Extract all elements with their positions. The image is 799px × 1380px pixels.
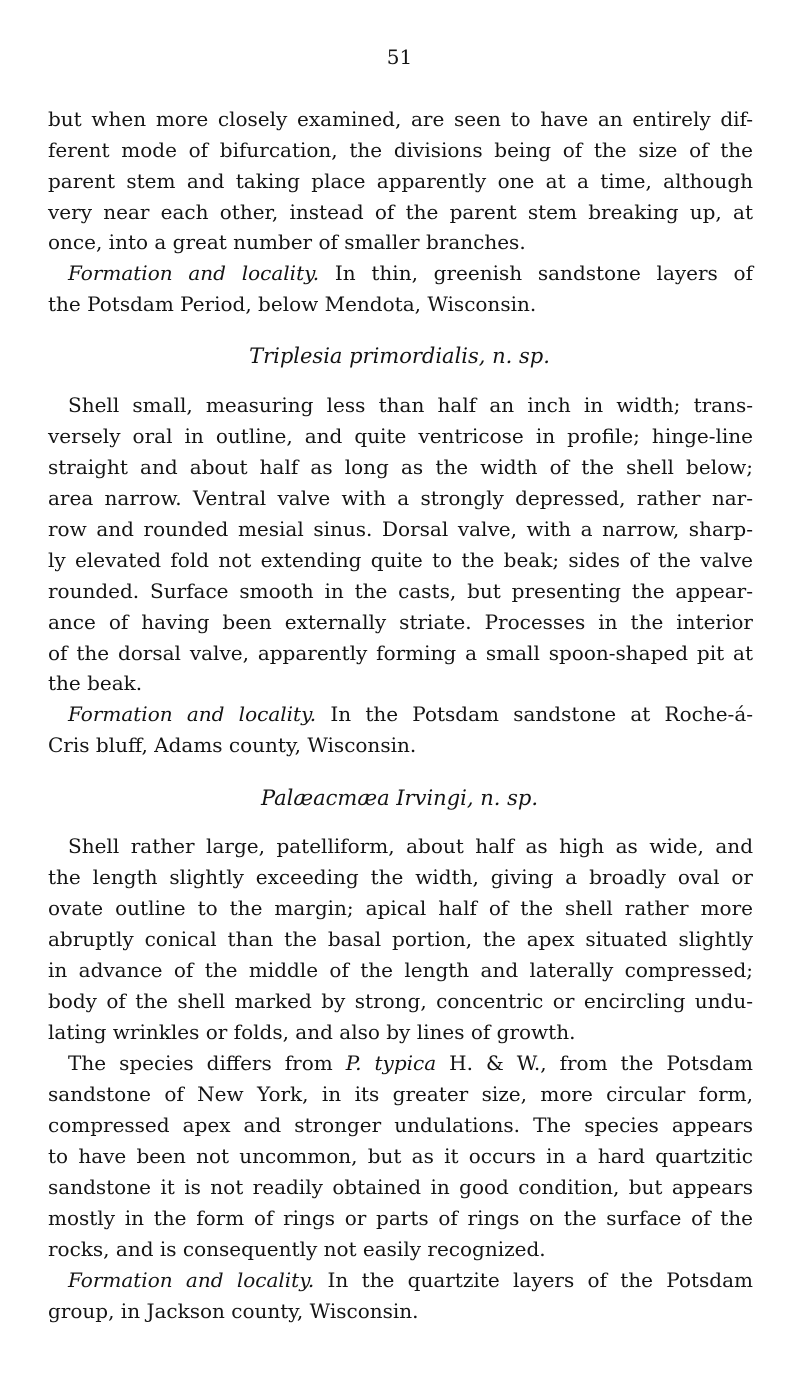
text-line: but when more closely examined, are seen to have an entirely dif- [48,107,753,131]
text-line: the Potsdam Period, below Mendota, Wisconsin. [48,292,537,316]
text-line: Cris bluff, Adams county, Wisconsin. [48,733,417,757]
text-fragment: The species differs from [68,1051,346,1075]
text-line: straight and about half as long as the width of the shell below; [48,455,753,479]
text-line: compressed apex and stronger undulations. The species appears [48,1113,753,1137]
formation-locality-line [68,701,753,727]
formation-locality-line [68,260,753,286]
text-line: in advance of the middle of the length and laterally compressed; [48,958,753,982]
text-line: once, into a great number of smaller branches. [48,230,526,254]
species-heading [0,784,799,812]
text-line: sandstone it is not readily obtained in good condition, but appears [48,1175,753,1199]
formation-text: In thin, greenish sandstone layers of [334,261,754,285]
text-line [68,1050,753,1076]
formation-label: Formation and locality. [68,261,320,285]
text-fragment: H. & W., from the Potsdam [436,1051,753,1075]
formation-locality-line [68,1267,753,1293]
text-line: ly elevated fold not extending quite to the beak; sides of the valve [48,548,753,572]
page-number: 51 [386,45,413,69]
species-name: Palæacmæa Irvingi, [260,786,474,810]
text-line: very near each other, instead of the parent stem breaking up, at [48,200,753,224]
text-line: Shell rather large, patelliform, about half as high as wide, and [68,834,753,858]
text-line: ferent mode of bifurcation, the divisions being of the size of the [48,138,753,162]
species-reference: P. typica [345,1051,437,1075]
species-heading [0,342,799,370]
formation-label: Formation and locality. [68,702,317,726]
formation-text: In the Potsdam sandstone at Roche-á- [330,702,753,726]
text-line: the beak. [48,671,143,695]
text-line: Shell small, measuring less than half an inch in width; trans- [68,393,753,417]
text-line: versely oral in outline, and quite ventricose in profile; hinge-line [48,424,753,448]
text-line: row and rounded mesial sinus. Dorsal valve, with a narrow, sharp- [48,517,753,541]
text-line: ovate outline to the margin; apical half of the shell rather more [48,896,753,920]
text-line: abruptly conical than the basal portion, the apex situated slightly [48,927,753,951]
text-line: parent stem and taking place apparently one at a time, although [48,169,753,193]
text-line: the length slightly exceeding the width, giving a broadly oval or [48,865,753,889]
species-suffix: n. sp. [492,344,550,368]
text-line: sandstone of New York, in its greater size, more circular form, [48,1082,753,1106]
text-line: of the dorsal valve, apparently forming a small spoon-shaped pit at [48,641,753,665]
text-line: ance of having been externally striate. Processes in the interior [48,610,753,634]
text-line: body of the shell marked by strong, concentric or encircling undu- [48,989,753,1013]
text-line: rounded. Surface smooth in the casts, but presenting the appear- [48,579,753,603]
text-line: mostly in the form of rings or parts of rings on the surface of the [48,1206,753,1230]
formation-text: In the quartzite layers of the Potsdam [327,1268,753,1292]
text-line: lating wrinkles or folds, and also by lines of growth. [48,1020,576,1044]
formation-label: Formation and locality. [68,1268,315,1292]
species-name: Triplesia primordialis, [249,344,486,368]
species-suffix: n. sp. [480,786,539,810]
text-line: area narrow. Ventral valve with a strongly depressed, rather nar- [48,486,753,510]
text-line: to have been not uncommon, but as it occurs in a hard quartzitic [48,1144,753,1168]
text-line: group, in Jackson county, Wisconsin. [48,1299,419,1323]
text-line: rocks, and is consequently not easily recognized. [48,1237,546,1261]
